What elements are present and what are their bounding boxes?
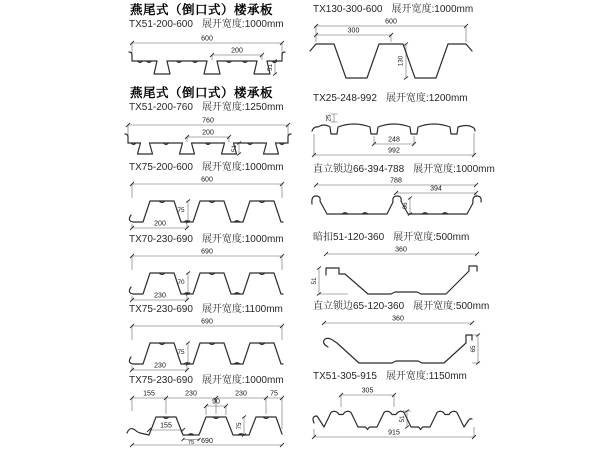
profile-drawing-dovetail-760 [122,114,300,162]
panel-spec [313,163,495,176]
model-code: 直立锁边66-394-788 [313,164,405,175]
coil-width-label: 展开宽度:1000mm [201,375,284,386]
deck-profile-outline [312,196,481,214]
panel-title: 燕尾式（倒口式）楼承板 [130,3,274,17]
dim-height: 130 [397,55,405,67]
dim-base-width: 155 [160,422,172,430]
deck-profile-outline [324,335,472,363]
dim-height: 66 [402,202,409,210]
dim-overall: 690 [201,248,213,256]
panel-tx51-305-915 [306,370,484,443]
profile-drawing-deep-trapezoid [306,16,484,90]
profile-drawing-trapezoid-detail [122,387,300,448]
model-code: 直立锁边65-120-360 [313,301,405,312]
profile-drawing-trapezoid-600 [122,174,300,232]
panel-spec [129,303,300,316]
dim-seg-mid1: 230 [185,390,197,398]
dim-overall: 788 [390,177,402,185]
model-code: TX51-200-760 [129,102,193,113]
dimension-lines [130,41,284,76]
deck-profile-outline [310,44,472,78]
profile-drawing-corrugated [306,105,484,161]
dim-overall: 600 [385,18,397,26]
coil-width-label: 展开宽度:500mm [393,232,470,243]
dim-pitch: 200 [231,47,243,55]
coil-width-label: 展开宽度:1100mm [201,304,283,315]
panel-spec [313,92,484,105]
model-code: TX75-230-690 [129,375,193,386]
profile-drawing-concealed-clip [306,244,484,298]
panel-spec [129,18,300,31]
dim-height: 75 [236,422,243,430]
dim-pitch: 305 [361,387,374,395]
dim-height: 25 [325,114,333,122]
panel-spec [313,3,484,16]
coil-width-label: 展开宽度:1000mm [201,162,284,173]
panel-title: 燕尾式（倒口式）楼承板 [130,86,274,100]
dim-overall: 992 [388,147,400,155]
dim-seg-right: 75 [270,390,278,398]
model-code: 暗扣51-120-360 [313,232,385,243]
profile-drawing-standing-seam-double [306,176,484,222]
panel-tx75-230-690-detail [122,374,300,448]
coil-width-label: 展开宽度:1000mm [413,164,495,175]
deck-profile-outline [312,124,475,134]
dim-height: 51 [399,415,406,423]
panel-tx75-200-600 [122,161,300,232]
dim-height: 51 [267,63,274,72]
dim-overall: 600 [201,35,213,43]
panel-tx75-230-690 [122,303,300,374]
dim-overall: 690 [201,437,213,445]
dim-seg-left: 155 [143,390,155,398]
dim-overall: 760 [202,117,214,125]
coil-width-label: 展开宽度:1200mm [385,93,468,104]
dim-overall: 690 [201,318,213,326]
deck-profile-outline [129,201,283,222]
coil-width-label: 展开宽度:1000mm [201,234,284,245]
dim-overall: 915 [388,429,400,437]
panel-tx25-248-992 [306,92,484,161]
dimension-lines [130,182,284,230]
panel-spec [129,101,300,114]
dim-pitch: 200 [154,220,166,228]
coil-width-label: 展开宽度:1250mm [201,102,284,113]
dimension-lines [130,324,284,372]
panel-clip-51-120-360 [306,231,484,298]
panel-tx130-300-600 [306,3,484,90]
panel-spec [129,233,300,246]
deck-profile-outline [313,411,472,429]
dim-height: 70 [177,279,185,286]
panel-spec [313,370,484,383]
dimension-lines [322,321,480,365]
deck-profile-outline [129,273,283,294]
coil-width-label: 展开宽度:500mm [413,301,490,312]
dim-seg-mid2: 230 [235,390,247,398]
panel-spec [313,300,489,313]
dim-pitch: 200 [202,129,214,137]
profile-drawing-standing-seam-single [306,313,484,367]
dim-pitch: 230 [154,292,166,300]
deck-profile-outline [127,417,282,435]
dim-height: 75 [177,349,185,356]
dim-foot: 75 [187,440,195,446]
dim-crest-width: 90 [212,398,220,406]
coil-width-label: 展开宽度:1150mm [385,371,467,382]
model-code: TX51-305-915 [313,371,377,382]
panel-tx51-200-600 [122,3,300,83]
model-code: TX70-230-690 [129,234,193,245]
dim-pitch: 248 [388,136,400,144]
dimension-lines [314,183,478,216]
panel-tx70-230-690 [122,233,300,304]
profile-drawing-trapezoid-690b [122,316,300,374]
dim-overall: 600 [201,176,213,184]
panel-spec [129,161,300,174]
dim-overall: 360 [392,315,404,323]
dim-height: 51 [231,144,238,153]
model-code: TX75-230-690 [129,304,193,315]
panel-seam-66-394-788 [306,163,495,222]
dim-overall: 360 [395,246,407,254]
dim-pitch: 394 [430,185,442,193]
panel-seam-65-120-360 [306,300,489,367]
deck-profile-outline [129,343,283,364]
dim-height: 51 [311,277,318,285]
panel-tx51-200-760 [122,86,300,162]
dimension-lines [130,254,284,302]
dim-pitch: 230 [154,362,166,370]
model-code: TX25-248-992 [313,93,377,104]
model-code: TX130-300-600 [313,4,383,15]
dim-pitch: 300 [347,27,360,35]
profile-drawing-double-crest [306,383,484,443]
profile-drawing-trapezoid-690a [122,246,300,304]
panel-spec [313,231,484,244]
model-code: TX75-200-600 [129,162,193,173]
dim-height: 65 [470,345,477,353]
panel-spec [129,374,300,387]
model-code: TX51-200-600 [129,19,193,30]
coil-width-label: 展开宽度:1000mm [391,4,474,15]
dim-height: 75 [177,207,185,214]
coil-width-label: 展开宽度:1000mm [201,19,284,30]
profile-drawing-dovetail-600 [122,31,300,83]
deck-profile-outline [326,266,477,294]
dimension-lines [126,123,290,156]
